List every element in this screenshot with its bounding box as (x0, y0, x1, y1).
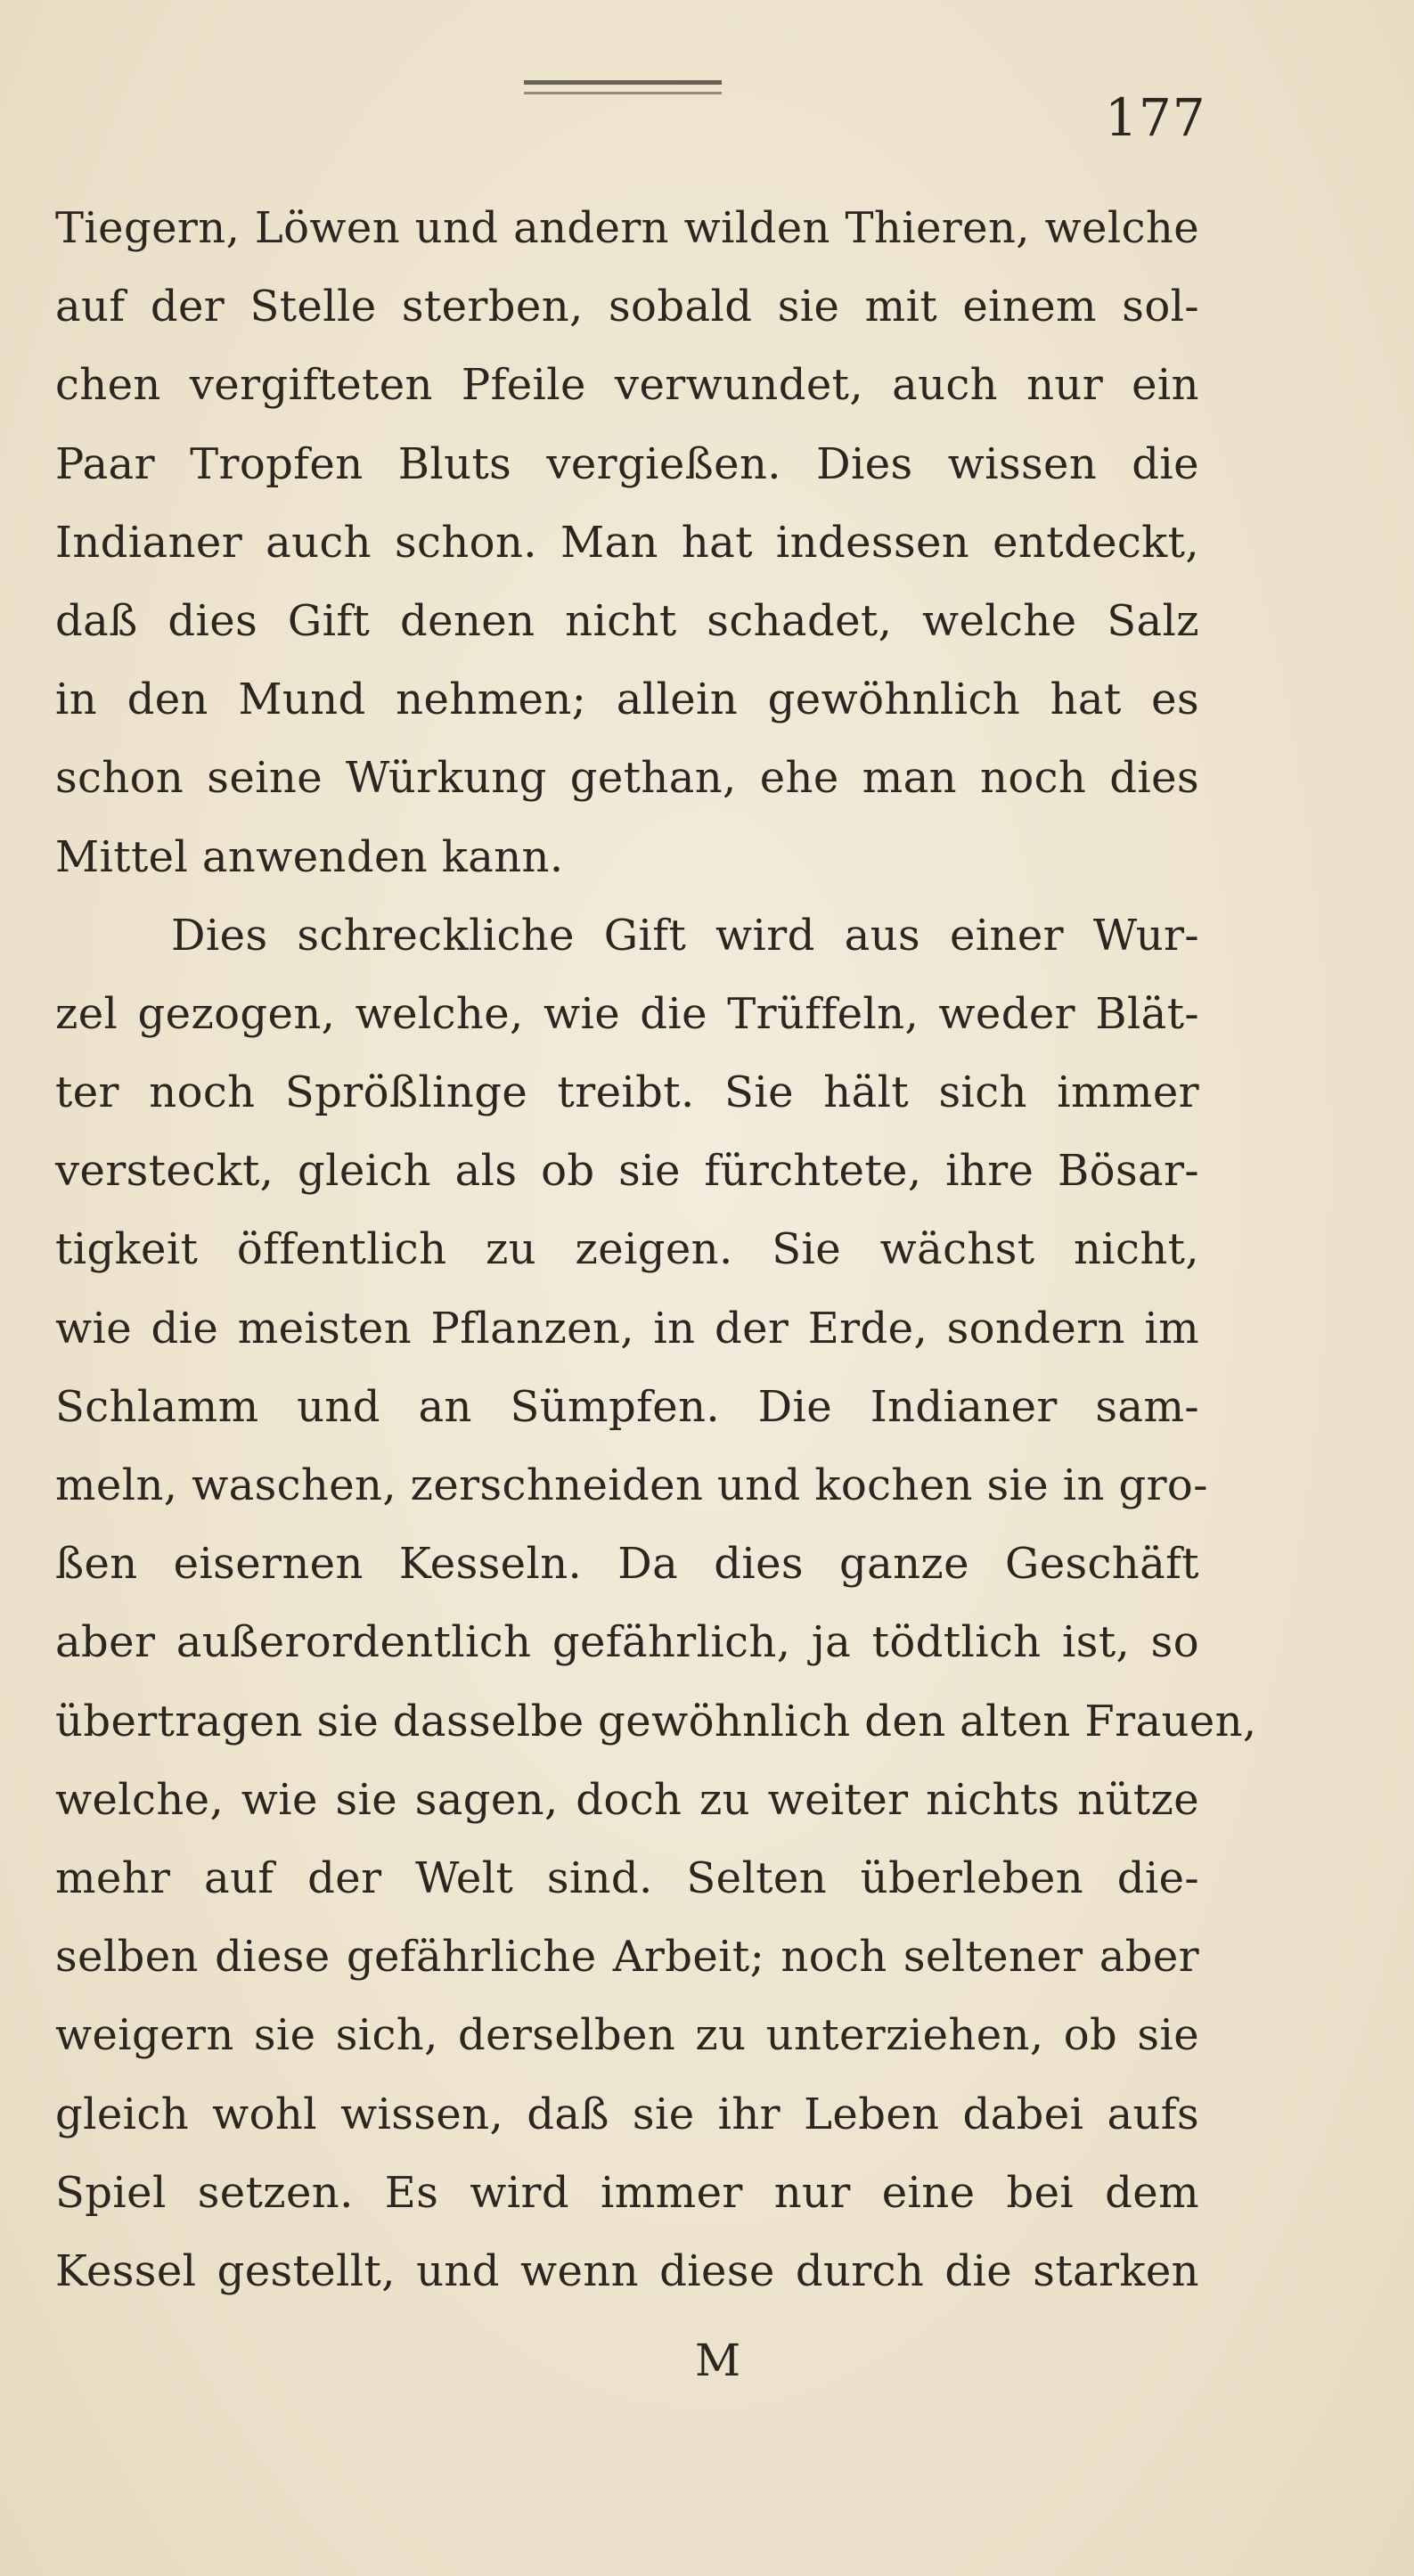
text-line: gleich wohl wissen, daß sie ihr Leben dabei aufs (55, 2089, 1199, 2139)
text-line: zel gezogen, welche, wie die Trüffeln, weder Blät- (55, 988, 1199, 1039)
text-line: Paar Tropfen Bluts vergießen. Dies wissen die (55, 438, 1199, 489)
body-text (55, 189, 1257, 2310)
text-line: versteckt, gleich als ob sie fürchtete, ihre Bösar- (55, 1146, 1199, 1197)
text-line: wie die meisten Pflanzen, in der Erde, sondern im (55, 1303, 1199, 1353)
text-line: welche, wie sie sagen, doch zu weiter nichts nütze (55, 1774, 1199, 1825)
text-line: selben diese gefährliche Arbeit; noch seltener aber (55, 1932, 1199, 1983)
text-line: aber außerordentlich gefährlich, ja tödtlich ist, so (55, 1617, 1199, 1668)
catchword: M (695, 2335, 741, 2386)
text-line: tigkeit öffentlich zu zeigen. Sie wächst nicht, (55, 1224, 1199, 1275)
header-rule-thin (524, 92, 722, 94)
text-line: Kessel gestellt, und wenn diese durch die starken (55, 2245, 1199, 2296)
text-line: ßen eisernen Kesseln. Da dies ganze Geschäft (55, 1539, 1199, 1590)
text-line: schon seine Würkung gethan, ehe man noch dies (55, 753, 1199, 804)
text-line: übertragen sie dasselbe gewöhnlich den alten Frauen, (55, 1696, 1257, 1746)
text-line: weigern sie sich, derselben zu unterziehen, ob sie (55, 2010, 1199, 2061)
text-line: Schlamm und an Sümpfen. Die Indianer sam- (55, 1381, 1199, 1432)
text-line: meln, waschen, zerschneiden und kochen sie in gro- (55, 1460, 1208, 1510)
text-line: Indianer auch schon. Man hat indessen entdeckt, (55, 517, 1199, 568)
text-line: chen vergifteten Pfeile verwundet, auch nur ein (55, 360, 1199, 411)
text-line: auf der Stelle sterben, sobald sie mit einem sol- (55, 282, 1199, 332)
text-line: Spiel setzen. Es wird immer nur eine bei dem (55, 2167, 1199, 2218)
text-line: mehr auf der Welt sind. Selten überleben die- (55, 1852, 1199, 1903)
page-number: 177 (1105, 87, 1206, 148)
header-rule (524, 80, 722, 85)
text-line: Dies schreckliche Gift wird aus einer Wur- (171, 910, 1199, 961)
text-line: Mittel anwenden kann. (55, 831, 564, 882)
text-line: in den Mund nehmen; allein gewöhnlich hat es (55, 675, 1199, 725)
text-line: daß dies Gift denen nicht schadet, welche Salz (55, 595, 1199, 646)
text-line: Tiegern, Löwen und andern wilden Thieren, welche (55, 203, 1199, 253)
text-line: ter noch Sprößlinge treibt. Sie hält sich immer (55, 1067, 1199, 1118)
